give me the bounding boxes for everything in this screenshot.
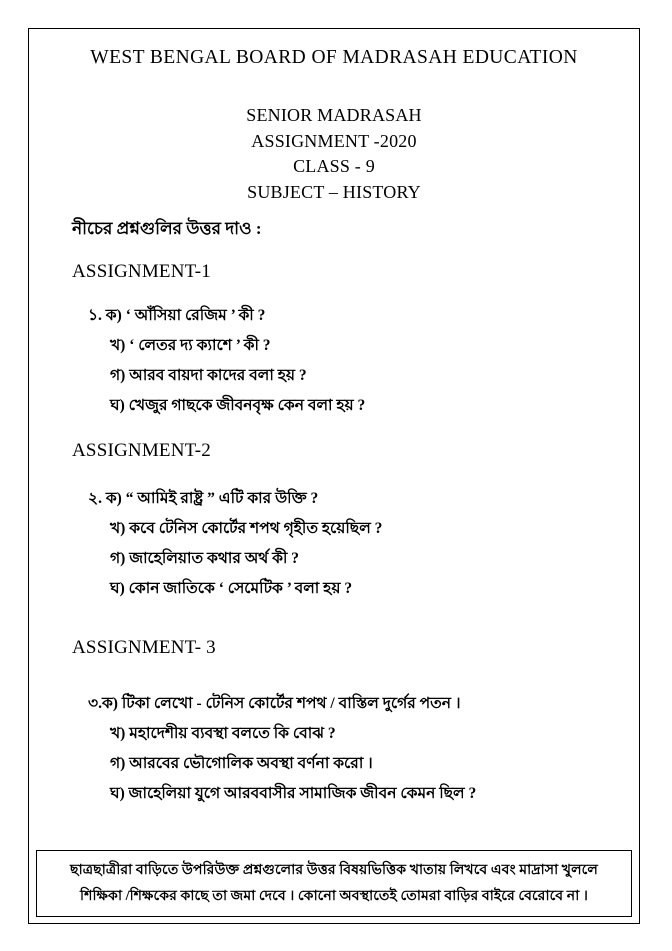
question-item: গ) আরবের ভৌগোলিক অবস্থা বর্ণনা করো ।	[110, 755, 373, 772]
header-line-senior-madrasah: SENIOR MADRASAH	[246, 105, 422, 125]
instruction-text: নীচের প্রশ্নগুলির উত্তর দাও :	[72, 219, 262, 238]
question-item: খ) মহাদেশীয় ব্যবস্থা বলতে কি বোঝ ?	[110, 725, 336, 742]
question-item: ঘ) জাহেলিয়া যুগে আরববাসীর সামাজিক জীবন কেমন ছিল ?	[110, 785, 477, 802]
footer-note-box	[36, 850, 632, 917]
question-item: ঘ) খেজুর গাছকে জীবনবৃক্ষ কেন বলা হয় ?	[110, 397, 366, 414]
assignment-1-questions	[28, 301, 640, 421]
assignment-3-heading: ASSIGNMENT- 3	[72, 637, 216, 658]
header-line-class: CLASS - 9	[293, 156, 375, 176]
question-item: ২. ক) “ আমিই রাষ্ট্র ” এটি কার উক্তি ?	[88, 490, 319, 507]
assignment-1-heading: ASSIGNMENT-1	[72, 261, 211, 282]
question-item: ১. ক) ‘ আঁসিয়া রেজিম ’ কী ?	[88, 307, 266, 324]
question-item: ৩.ক) টিকা লেখো - টেনিস কোর্টের শপথ / বাস্তিল দুর্গের পতন ।	[88, 695, 461, 712]
header-line-subject: SUBJECT – HISTORY	[247, 181, 421, 202]
footer-note-line-1: ছাত্রছাত্রীরা বাড়িতে উপরিউক্ত প্রশ্নগুলোর উত্তর বিষয়ভিত্তিক খাতায় লিখবে এবং মাদ্রাসা খুললে	[70, 862, 598, 878]
board-title: WEST BENGAL BOARD OF MADRASAH EDUCATION	[90, 47, 578, 68]
question-item: গ) জাহেলিয়াত কথার অর্থ কী ?	[110, 550, 300, 567]
assignment-3-questions	[28, 689, 640, 809]
question-item: গ) আরব বায়দা কাদের বলা হয় ?	[110, 367, 307, 384]
question-item: ঘ) কোন জাতিকে ‘ সেমেটিক ’ বলা হয় ?	[110, 580, 353, 597]
question-item: খ) কবে টেনিস কোর্টের শপথ গৃহীত হয়েছিল ?	[110, 520, 383, 537]
header-line-assignment-year: ASSIGNMENT -2020	[251, 130, 417, 151]
assignment-2-questions	[28, 484, 640, 604]
question-item: খ) ‘ লেতর দ্য ক্যাশে ’ কী ?	[110, 337, 271, 354]
assignment-document-page	[28, 28, 640, 924]
footer-note-line-2: শিক্ষিকা /শিক্ষকের কাছে তা জমা দেবে । কোনো অবস্থাতেই তোমরা বাড়ির বাইরে বেরোবে না ।	[80, 888, 588, 904]
document-header	[28, 103, 640, 205]
assignment-2-heading: ASSIGNMENT-2	[72, 440, 211, 461]
